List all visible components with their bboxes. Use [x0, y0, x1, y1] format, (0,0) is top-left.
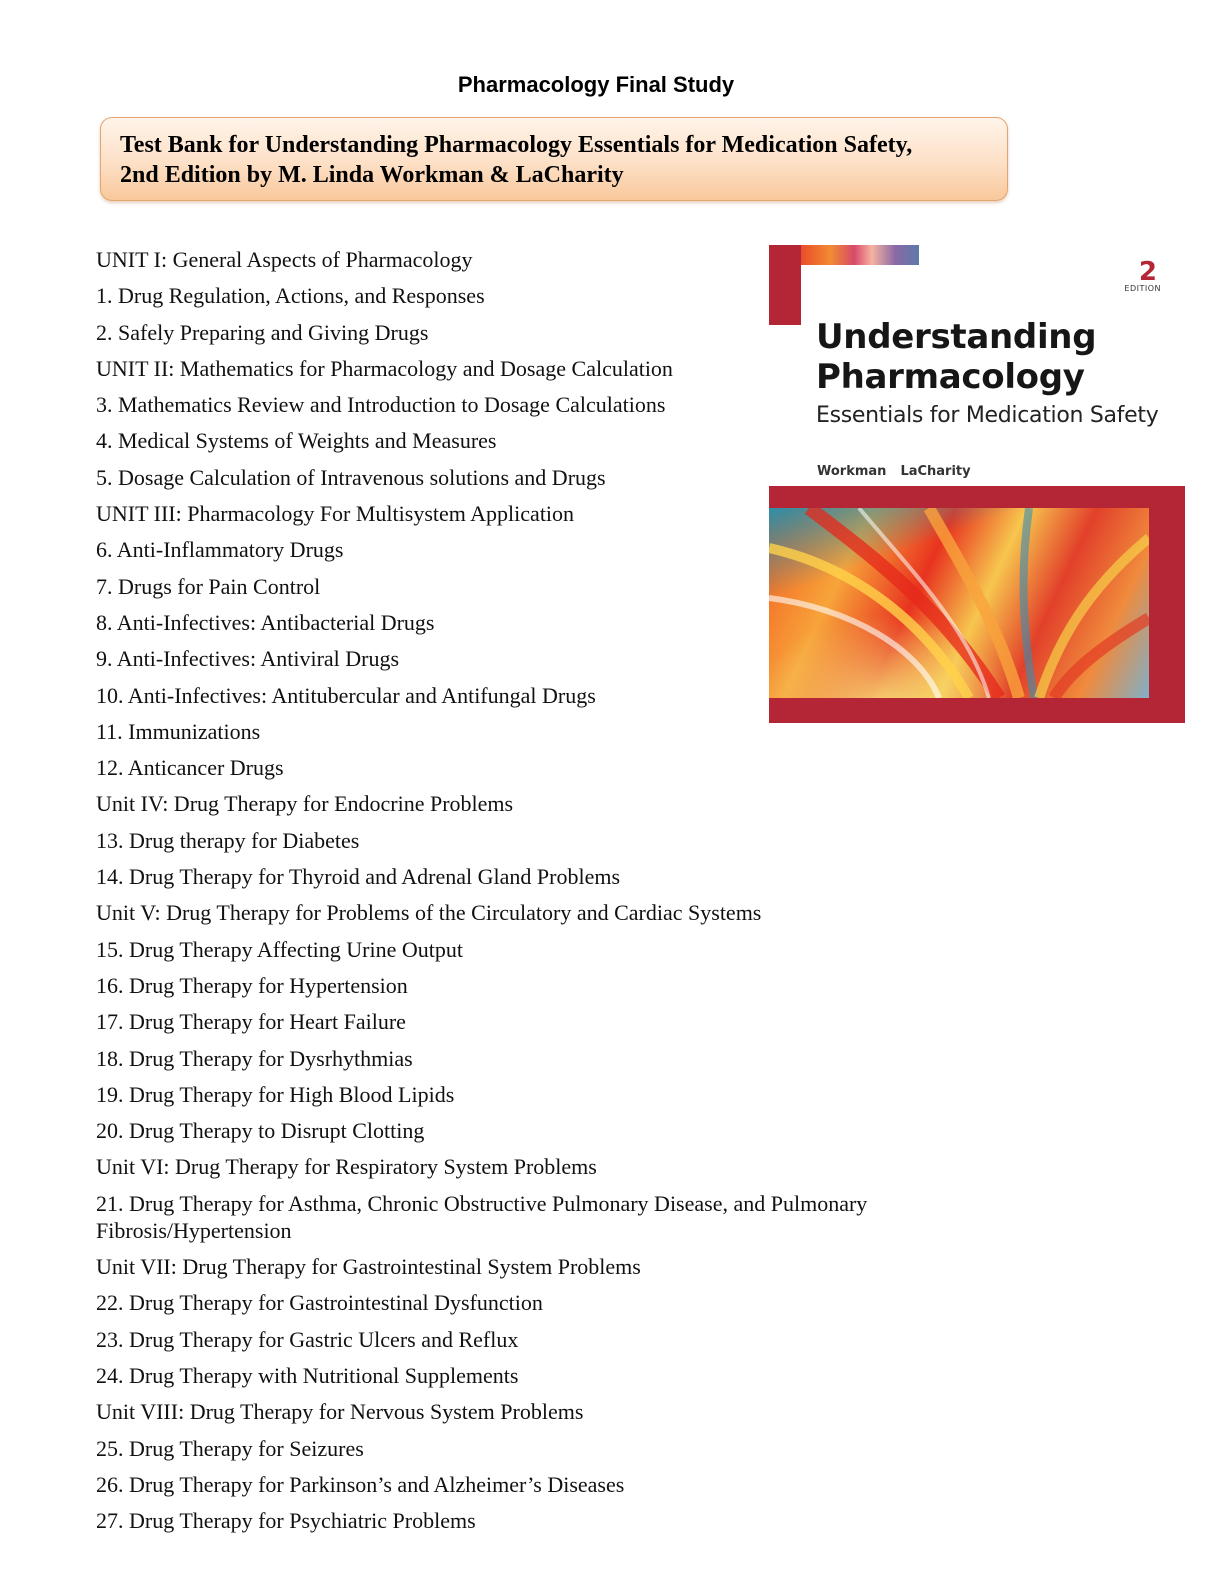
- toc-chapter: 1. Drug Regulation, Actions, and Responses: [96, 283, 485, 309]
- toc-unit-heading: UNIT III: Pharmacology For Multisystem Application: [96, 501, 575, 527]
- toc-chapter: 10. Anti-Infectives: Antitubercular and Antifungal Drugs: [96, 682, 596, 708]
- toc-chapter: 11. Immunizations: [96, 718, 261, 744]
- toc-unit-heading: Unit V: Drug Therapy for Problems of the Circulatory and Cardiac Systems: [96, 900, 762, 926]
- page-title: Pharmacology Final Study: [457, 72, 735, 97]
- cover-title-line-1: Understanding: [816, 317, 1097, 357]
- toc-chapter: 8. Anti-Infectives: Antibacterial Drugs: [96, 609, 435, 635]
- cover-artwork-strokes: [769, 508, 1149, 698]
- toc-chapter: 13. Drug therapy for Diabetes: [96, 827, 360, 853]
- cover-bottom-frame: [769, 486, 1185, 723]
- toc-chapter: 27. Drug Therapy for Psychiatric Problems: [96, 1508, 476, 1534]
- banner-line-2: 2nd Edition by M. Linda Workman & LaCharity: [120, 162, 624, 188]
- cover-corner-bar: [769, 245, 801, 325]
- toc-chapter: 23. Drug Therapy for Gastric Ulcers and Reflux: [96, 1326, 519, 1352]
- toc-chapter: 26. Drug Therapy for Parkinson’s and Alzheimer’s Diseases: [96, 1471, 625, 1497]
- toc-chapter: 19. Drug Therapy for High Blood Lipids: [96, 1081, 455, 1107]
- toc-chapter: 25. Drug Therapy for Seizures: [96, 1435, 364, 1461]
- book-title-banner: [100, 117, 1008, 201]
- toc-chapter: 7. Drugs for Pain Control: [96, 573, 321, 599]
- toc-unit-heading: Unit VIII: Drug Therapy for Nervous System Problems: [96, 1399, 584, 1425]
- toc-chapter: 2. Safely Preparing and Giving Drugs: [96, 319, 429, 345]
- toc-chapter: 22. Drug Therapy for Gastrointestinal Dysfunction: [96, 1290, 543, 1316]
- toc-unit-heading: Unit VI: Drug Therapy for Respiratory System Problems: [96, 1154, 597, 1180]
- toc-chapter: 6. Anti-Inflammatory Drugs: [96, 537, 344, 563]
- toc-chapter: 18. Drug Therapy for Dysrhythmias: [96, 1045, 413, 1071]
- toc-chapter: 20. Drug Therapy to Disrupt Clotting: [96, 1118, 425, 1144]
- toc-chapter: 12. Anticancer Drugs: [96, 755, 284, 781]
- cover-edition-number: 2: [1138, 257, 1157, 287]
- toc-chapter: 3. Mathematics Review and Introduction to Dosage Calculations: [96, 392, 666, 418]
- toc-chapter: 24. Drug Therapy with Nutritional Supplements: [96, 1362, 519, 1388]
- banner-line-1: Test Bank for Understanding Pharmacology Essentials for Medication Safety,: [120, 132, 913, 158]
- cover-title-line-2: Pharmacology: [816, 357, 1085, 397]
- cover-artwork: [769, 508, 1149, 698]
- toc-chapter: 5. Dosage Calculation of Intravenous solutions and Drugs: [96, 464, 606, 490]
- toc-unit-heading: Unit VII: Drug Therapy for Gastrointestinal System Problems: [96, 1254, 641, 1280]
- cover-edition-label: EDITION: [1124, 284, 1161, 293]
- toc-unit-heading: Unit IV: Drug Therapy for Endocrine Problems: [96, 791, 514, 817]
- toc-unit-heading: UNIT II: Mathematics for Pharmacology and Dosage Calculation: [96, 355, 673, 381]
- cover-author: LaCharity: [900, 464, 971, 479]
- toc-chapter: 9. Anti-Infectives: Antiviral Drugs: [96, 646, 400, 672]
- cover-subtitle: Essentials for Medication Safety: [816, 403, 1159, 428]
- toc-chapter: 21. Drug Therapy for Asthma, Chronic Obstructive Pulmonary Disease, and Pulmonary Fibrosis/Hypertension: [96, 1190, 868, 1243]
- toc-chapter: 16. Drug Therapy for Hypertension: [96, 972, 408, 998]
- toc-chapter: 17. Drug Therapy for Heart Failure: [96, 1009, 406, 1035]
- toc-chapter: 4. Medical Systems of Weights and Measures: [96, 428, 497, 454]
- cover-author: Workman: [817, 464, 887, 479]
- book-cover-image: [769, 245, 1185, 723]
- toc-unit-heading: UNIT I: General Aspects of Pharmacology: [96, 247, 473, 272]
- toc-chapter: 14. Drug Therapy for Thyroid and Adrenal Gland Problems: [96, 864, 621, 890]
- cover-authors: [817, 464, 985, 479]
- toc-chapter: 15. Drug Therapy Affecting Urine Output: [96, 936, 463, 962]
- cover-color-strip: [801, 245, 919, 265]
